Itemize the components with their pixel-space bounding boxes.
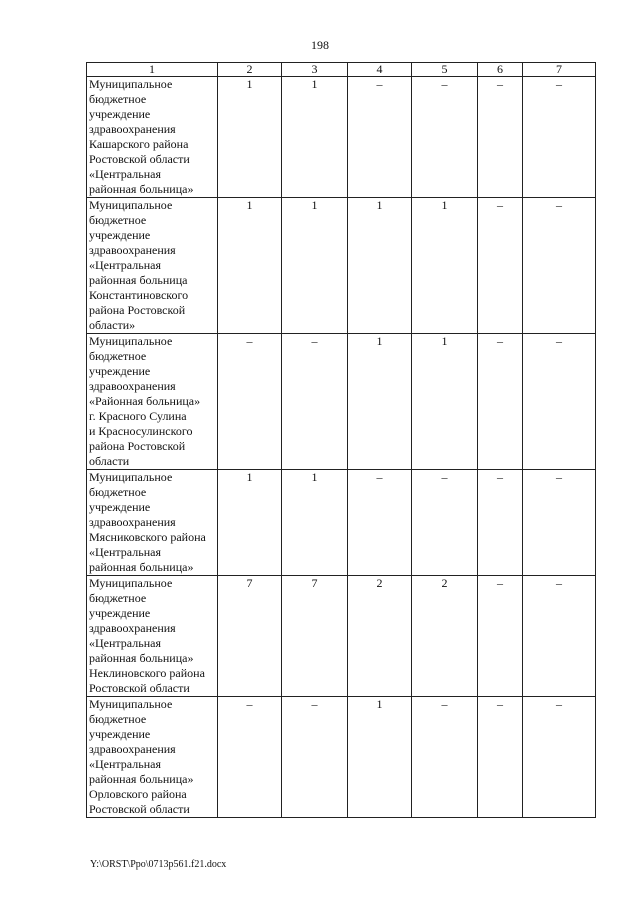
institution-name-line: бюджетное bbox=[89, 591, 147, 605]
value-cell: – bbox=[523, 576, 596, 697]
institution-name-line: Муниципальное bbox=[89, 198, 173, 212]
table-row bbox=[87, 697, 596, 818]
institution-name-line: районная больница» bbox=[89, 182, 194, 196]
institution-name-line: Орловского района bbox=[89, 787, 187, 801]
institution-name-line: Ростовской области bbox=[89, 802, 190, 816]
value-cell: 2 bbox=[412, 576, 478, 697]
institution-name-line: районная больница» bbox=[89, 560, 194, 574]
value-cell: – bbox=[282, 697, 348, 818]
institution-name-line: «Центральная bbox=[89, 757, 161, 771]
value-cell: – bbox=[218, 334, 282, 470]
value-cell: – bbox=[412, 697, 478, 818]
value-cell: 1 bbox=[282, 470, 348, 576]
institution-name-line: учреждение bbox=[89, 727, 151, 741]
institution-name-line: Константиновского bbox=[89, 288, 189, 302]
institution-name-line: «Районная больница» bbox=[89, 394, 201, 408]
institution-name-line: районная больница» bbox=[89, 772, 194, 786]
column-header: 7 bbox=[523, 63, 596, 77]
value-cell: – bbox=[478, 576, 523, 697]
institution-name-line: здравоохранения bbox=[89, 122, 176, 136]
institution-name-line: Ростовской области bbox=[89, 681, 190, 695]
value-cell: 1 bbox=[348, 198, 412, 334]
column-header: 2 bbox=[218, 63, 282, 77]
header-row bbox=[87, 63, 596, 77]
institution-name-cell bbox=[87, 576, 218, 697]
institution-name-cell bbox=[87, 697, 218, 818]
institution-name-line: области» bbox=[89, 318, 136, 332]
institution-name-line: учреждение bbox=[89, 500, 151, 514]
value-cell: 1 bbox=[282, 198, 348, 334]
file-path-footer: Y:\ORST\Ppo\0713p561.f21.docx bbox=[90, 859, 227, 870]
institution-name-line: учреждение bbox=[89, 228, 151, 242]
institution-name-line: здравоохранения bbox=[89, 515, 176, 529]
value-cell: 1 bbox=[218, 470, 282, 576]
value-cell: 1 bbox=[412, 334, 478, 470]
institution-name-line: бюджетное bbox=[89, 92, 147, 106]
value-cell: – bbox=[523, 198, 596, 334]
institution-name-line: г. Красного Сулина bbox=[89, 409, 187, 423]
value-cell: – bbox=[478, 697, 523, 818]
institution-name-line: Муниципальное bbox=[89, 77, 173, 91]
institution-name-line: и Красносулинского bbox=[89, 424, 193, 438]
institution-name-line: бюджетное bbox=[89, 349, 147, 363]
institution-name-cell bbox=[87, 334, 218, 470]
table-row bbox=[87, 576, 596, 697]
value-cell: – bbox=[523, 470, 596, 576]
institution-name-line: здравоохранения bbox=[89, 379, 176, 393]
institution-name-line: здравоохранения bbox=[89, 621, 176, 635]
value-cell: 7 bbox=[218, 576, 282, 697]
institution-name-line: Мясниковского района bbox=[89, 530, 206, 544]
institution-name-line: учреждение bbox=[89, 107, 151, 121]
institution-name-line: Неклиновского района bbox=[89, 666, 205, 680]
data-table bbox=[86, 62, 596, 818]
column-header: 4 bbox=[348, 63, 412, 77]
institution-name-line: бюджетное bbox=[89, 485, 147, 499]
table-body bbox=[87, 77, 596, 818]
table-row bbox=[87, 198, 596, 334]
column-header: 1 bbox=[87, 63, 218, 77]
value-cell: – bbox=[282, 334, 348, 470]
value-cell: 7 bbox=[282, 576, 348, 697]
value-cell: – bbox=[523, 697, 596, 818]
institution-name-line: бюджетное bbox=[89, 213, 147, 227]
institution-name-line: «Центральная bbox=[89, 258, 161, 272]
value-cell: 1 bbox=[282, 77, 348, 198]
column-header: 6 bbox=[478, 63, 523, 77]
institution-name-line: «Центральная bbox=[89, 636, 161, 650]
table-row bbox=[87, 334, 596, 470]
value-cell: 1 bbox=[218, 77, 282, 198]
institution-name-line: Муниципальное bbox=[89, 697, 173, 711]
institution-name-line: области bbox=[89, 454, 130, 468]
institution-name-line: района Ростовской bbox=[89, 303, 186, 317]
institution-name-line: бюджетное bbox=[89, 712, 147, 726]
page-number: 198 bbox=[311, 38, 329, 52]
institution-name-cell bbox=[87, 77, 218, 198]
value-cell: – bbox=[412, 470, 478, 576]
column-header: 5 bbox=[412, 63, 478, 77]
value-cell: 1 bbox=[348, 334, 412, 470]
institution-name-line: здравоохранения bbox=[89, 742, 176, 756]
institution-name-line: «Центральная bbox=[89, 167, 161, 181]
institution-name-line: Ростовской области bbox=[89, 152, 190, 166]
institution-name-line: «Центральная bbox=[89, 545, 161, 559]
institution-name-line: здравоохранения bbox=[89, 243, 176, 257]
institution-name-line: районная больница» bbox=[89, 651, 194, 665]
value-cell: – bbox=[478, 334, 523, 470]
institution-name-line: Кашарского района bbox=[89, 137, 189, 151]
column-header: 3 bbox=[282, 63, 348, 77]
value-cell: – bbox=[478, 77, 523, 198]
value-cell: – bbox=[348, 77, 412, 198]
value-cell: – bbox=[523, 334, 596, 470]
institution-name-line: Муниципальное bbox=[89, 576, 173, 590]
value-cell: – bbox=[218, 697, 282, 818]
institution-name-line: учреждение bbox=[89, 364, 151, 378]
value-cell: – bbox=[478, 470, 523, 576]
institution-name-line: Муниципальное bbox=[89, 334, 173, 348]
value-cell: – bbox=[412, 77, 478, 198]
value-cell: – bbox=[478, 198, 523, 334]
value-cell: – bbox=[523, 77, 596, 198]
institution-name-cell bbox=[87, 198, 218, 334]
institution-name-line: районная больница bbox=[89, 273, 188, 287]
institution-name-line: Муниципальное bbox=[89, 470, 173, 484]
institution-name-cell bbox=[87, 470, 218, 576]
value-cell: – bbox=[348, 470, 412, 576]
value-cell: 1 bbox=[218, 198, 282, 334]
table-row bbox=[87, 470, 596, 576]
value-cell: 2 bbox=[348, 576, 412, 697]
institution-name-line: учреждение bbox=[89, 606, 151, 620]
value-cell: 1 bbox=[348, 697, 412, 818]
value-cell: 1 bbox=[412, 198, 478, 334]
institution-name-line: района Ростовской bbox=[89, 439, 186, 453]
table-row bbox=[87, 77, 596, 198]
